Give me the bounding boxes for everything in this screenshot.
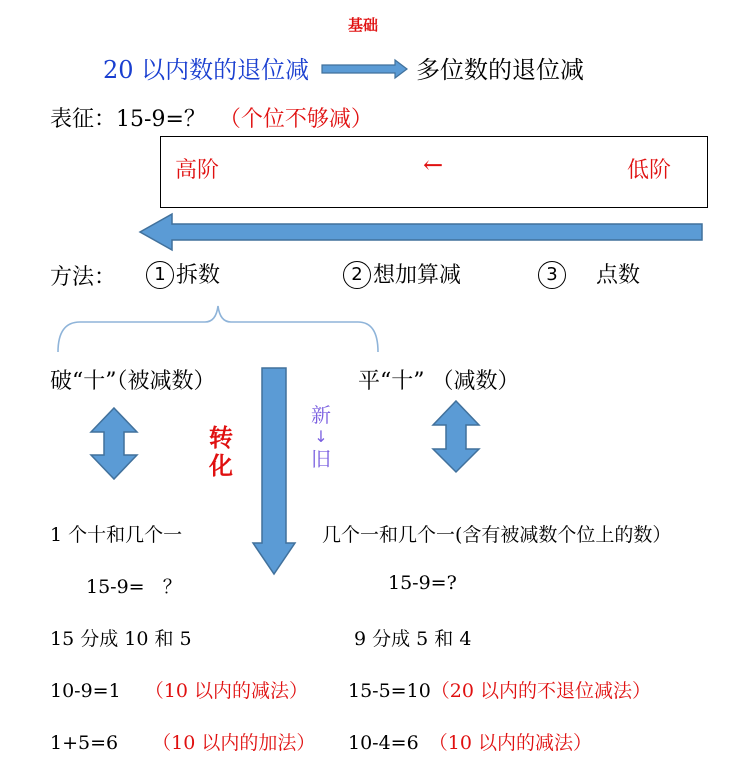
representation-expression: 15-9=？ [116, 107, 206, 132]
left-double-arrow [91, 408, 137, 479]
method-name-2: 想加算减 [373, 263, 462, 288]
right-step-1 [348, 676, 651, 703]
left-branch-title: 破“十”（被减数） [50, 369, 216, 394]
right-step-1-note: （20 以内的不退位减法） [430, 680, 652, 702]
order-arrow: ← [423, 151, 444, 179]
right-equation: 15-9=? [388, 572, 457, 594]
new-char: 新 [311, 403, 331, 427]
method-number-2: 2 [343, 261, 371, 289]
diagram-title: 基础 [348, 16, 379, 34]
transform-char-1: 转 [209, 423, 233, 452]
transform-label [207, 424, 235, 480]
right-split: 9 分成 5 和 4 [354, 628, 472, 650]
right-branch-title: 平“十” （减数） [358, 369, 520, 394]
right-step-1-eq: 15-5=10 [348, 680, 431, 702]
left-split: 15 分成 10 和 5 [50, 628, 192, 650]
method-number-3: 3 [538, 261, 566, 289]
representation-note: （个位不够减） [218, 107, 373, 132]
right-step-2-note: （10 以内的减法） [428, 732, 592, 754]
from-topic: 20 以内数的退位减 [103, 56, 310, 84]
transform-down-arrow [253, 368, 295, 574]
methods-label: 方法： [50, 265, 117, 290]
left-step-1-note: （10 以内的减法） [144, 680, 308, 702]
left-equation: 15-9= ？ [86, 576, 182, 598]
left-step-1-eq: 10-9=1 [50, 680, 121, 702]
transform-char-2: 化 [209, 451, 233, 480]
left-step-2-note: （10 以内的加法） [152, 732, 316, 754]
high-order-label: 高阶 [175, 158, 220, 183]
right-step-2-eq: 10-4=6 [348, 732, 419, 754]
old-char: 旧 [311, 447, 331, 471]
right-step-2 [348, 728, 592, 755]
to-topic: 多位数的退位减 [416, 56, 584, 84]
new-old-label [306, 402, 336, 472]
right-double-arrow [433, 401, 479, 472]
left-step-2-eq: 1+5=6 [50, 732, 119, 754]
left-step-2 [50, 728, 315, 755]
method-number-1: 1 [146, 261, 174, 289]
left-desc: 1 个十和几个一 [50, 524, 183, 546]
method-name-1: 拆数 [176, 263, 221, 288]
method-name-3: 点数 [596, 263, 641, 288]
low-order-label: 低阶 [627, 158, 672, 183]
left-step-1 [50, 676, 308, 703]
down-char: ↓ [314, 427, 328, 446]
representation-label: 表征： [50, 107, 117, 132]
right-desc: 几个一和几个一(含有被减数个位上的数） [322, 524, 672, 546]
